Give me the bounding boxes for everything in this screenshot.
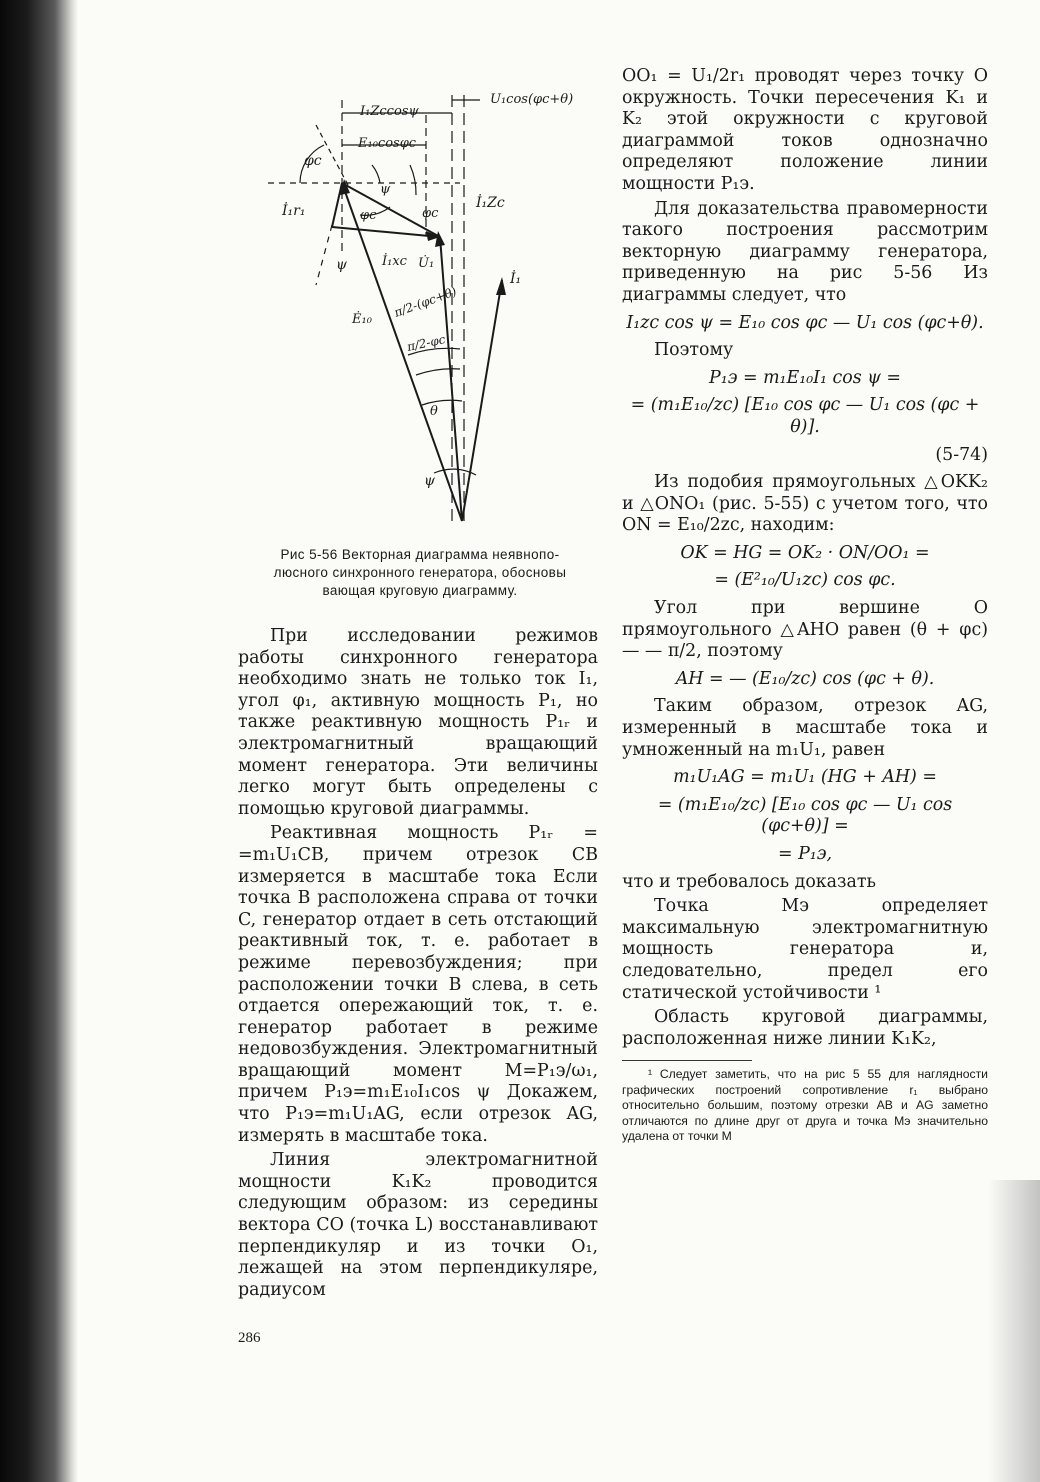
label-psi-bottom: ψ xyxy=(424,473,435,489)
label-pi2-phic: π/2-φc xyxy=(405,332,447,354)
label-i1r1: İ₁r₁ xyxy=(282,203,306,219)
label-i1: İ₁ xyxy=(510,271,522,287)
caption-line-2: люсного синхронного генератора, обосновы xyxy=(273,565,567,580)
paragraph: что и требовалось доказать xyxy=(622,871,876,892)
label-psi-left: ψ xyxy=(336,257,347,273)
formula: = P₁э, xyxy=(777,844,833,864)
label-i1zc: İ₁Zc xyxy=(476,195,505,211)
paragraph: OO₁ = U₁/2r₁ проводят через точку O окружность. Точки пересечения K₁ и K₂ этой окружности с круговой диаграммой токов однозначно определяют положение линии мощности P₁э. xyxy=(622,66,988,194)
paragraph: Для доказательства правомерности такого построения рассмотрим векторную диаграмму генератора, приведенную на рис 5-56 Из диаграммы следует, что xyxy=(622,198,988,305)
caption-line-3: вающая круговую диаграмму. xyxy=(322,583,518,598)
i1r1-vector xyxy=(332,183,342,227)
label-phic-outer: φc xyxy=(304,153,322,169)
label-phic-mid2: φc xyxy=(422,206,439,221)
i1-vector xyxy=(462,280,502,521)
page-edge-shadow xyxy=(988,1180,1040,1482)
label-i1xc: İ₁xc xyxy=(382,254,407,269)
formula: = (E²₁₀/U₁zc) cos φc. xyxy=(714,570,896,591)
formula: = (m₁E₁₀/zc) [E₁₀ cos φc — U₁ cos (φc + θ)]. xyxy=(630,395,980,437)
label-u1cos: U₁cos(φc+θ) xyxy=(490,92,574,107)
caption-line-1: Рис 5-56 Векторная диаграмма неявнопо- xyxy=(280,547,560,562)
label-theta: θ xyxy=(430,404,438,419)
right-column xyxy=(622,66,988,1148)
formula: AH = — (E₁₀/zc) cos (φc + θ). xyxy=(675,668,935,689)
label-u1: U̇₁ xyxy=(418,256,435,271)
left-column xyxy=(238,626,598,1304)
vector-diagram xyxy=(240,55,600,545)
formula: OK = HG = OK₂ · ON/OO₁ = xyxy=(680,542,930,563)
u1-vector xyxy=(440,237,462,521)
footnote-divider xyxy=(622,1060,752,1061)
page-number: 286 xyxy=(238,1330,261,1346)
paragraph: Реактивная мощность P₁ᵣ = =m₁U₁CB, причем отрезок CB измеряется в масштабе тока Если точка B расположена справа от точки C, генератор отдает в сеть отстающий реактивный ток, т. е. работает в режиме перевозбуждения; при расположении точки B слева, в сеть отдается опережающий ток, т. е. генератор работает в режиме недовозбуждения. Электромагнитный вращающий момент M=P₁э/ω₁, причем P₁э=m₁E₁₀I₁cos ψ Докажем, что P₁э=m₁U₁AG, если отрезок AG, измерять в масштабе тока. xyxy=(238,823,598,1146)
formula: m₁U₁AG = m₁U₁ (HG + AH) = xyxy=(673,767,937,788)
paragraph: Поэтому xyxy=(654,340,734,361)
paragraph: Точка Mэ определяет максимальную электромагнитную мощность генератора и, следовательно, предел его статической устойчивости ¹ xyxy=(622,896,988,1003)
paragraph: Линия электромагнитной мощности K₁K₂ проводится следующим образом: из середины вектора CO (точка L) восстанавливают перпендикуляр и из точки O₁, лежащей на этом перпендикуляре, радиусом xyxy=(238,1150,598,1300)
figure-caption xyxy=(238,546,602,600)
paragraph: Область круговой диаграммы, расположенная ниже линии K₁K₂, xyxy=(622,1007,988,1049)
label-e10-cos: E₁₀cosφc xyxy=(358,136,417,151)
paragraph: Из подобия прямоугольных △OKK₂ и △ONO₁ (рис. 5-55) с учетом того, что ON = E₁₀/2zc, находим: xyxy=(622,472,988,536)
label-psi-top: ψ xyxy=(380,182,391,197)
label-e10: Ė₁₀ xyxy=(352,312,372,327)
label-pi2-phic-theta: π/2-(φc+θ) xyxy=(392,284,459,320)
formula: P₁э = m₁E₁₀I₁ cos ψ = xyxy=(709,367,901,388)
label-i1zc-cos: I₁Zccosψ xyxy=(360,104,419,119)
paragraph: Таким образом, отрезок AG, измеренный в масштабе тока и умноженный на m₁U₁, равен xyxy=(622,696,988,760)
i1-arrowhead xyxy=(496,277,506,295)
label-phic-mid1: φc xyxy=(360,208,377,223)
footnote: ¹ Следует заметить, что на рис 5 55 для наглядности графических построений сопротивление r₁ выбрано относительно большим, поэтому отрезки AB и AG заметно отличаются по длине друг от друга и точка Mэ значительно удалена от точки M xyxy=(622,1067,988,1144)
paragraph: При исследовании режимов работы синхронного генератора необходимо знать не только ток I₁, угол φ₁, активную мощность P₁, но также реактивную мощность P₁ᵣ и электромагнитный вращающий момент генератора. Эти величины легко могут быть определены с помощью круговой диаграммы. xyxy=(238,626,598,819)
book-binding-shadow xyxy=(0,0,78,1482)
formula: I₁zc cos ψ = E₁₀ cos φc — U₁ cos (φc+θ). xyxy=(626,312,984,333)
paragraph: Угол при вершине O прямоугольного △AHO равен (θ + φc) — — π/2, поэтому xyxy=(622,598,988,662)
equation-number: (5-74) xyxy=(935,444,988,465)
formula: = (m₁E₁₀/zc) [E₁₀ cos φc — U₁ cos (φc+θ)] = xyxy=(657,794,953,837)
